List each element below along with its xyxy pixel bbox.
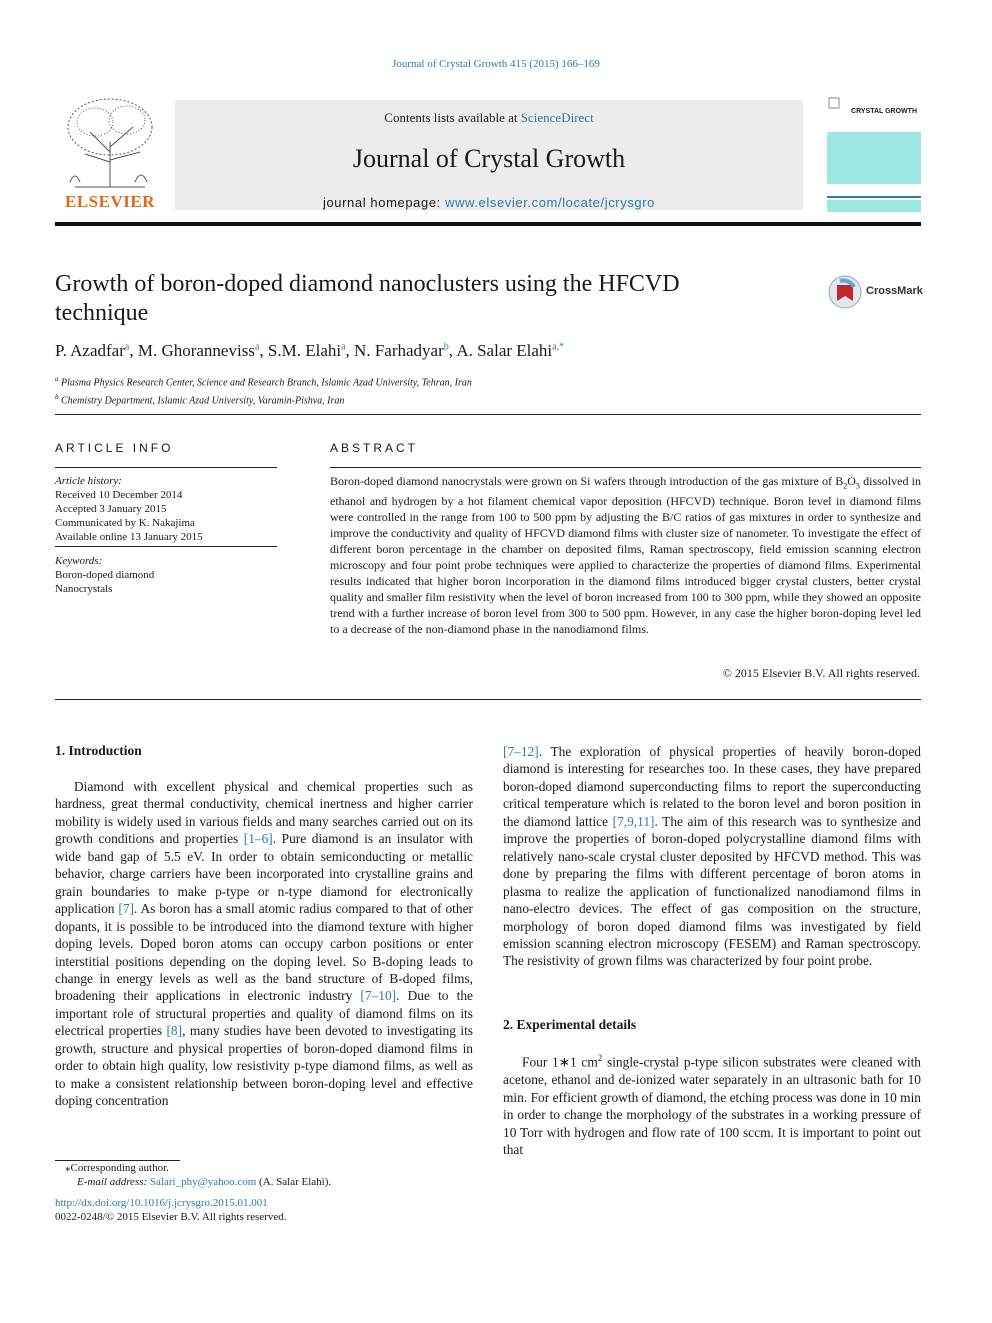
subscript: 2: [843, 481, 848, 491]
journal-reference[interactable]: Journal of Crystal Growth 415 (2015) 166–169: [392, 58, 600, 70]
subscript: 3: [855, 481, 860, 491]
crossmark-icon: [828, 275, 862, 309]
citation-link[interactable]: [7–10]: [360, 988, 397, 1004]
citation-link[interactable]: [7–12]: [503, 744, 539, 759]
text-run: . As boron has a small atomic radius compared to that of other dopants, it is possible to be introduced into the diamond texture with higher doping levels. Doped boron atoms can occupy carbon positions or enter interstitial positions depending on the doping level. So B-doping leads to change in energy levels as well as the band structure of B-doped films, broadening their applications in electronic industry: [55, 901, 473, 1004]
masthead-banner: [175, 100, 803, 210]
affiliation-text: Plasma Physics Research Center, Science and Research Branch, Islamic Azad University, Tehran, Iran: [61, 377, 472, 389]
article-info-heading: ARTICLE INFO: [55, 441, 174, 455]
homepage-link[interactable]: www.elsevier.com/locate/jcrysgro: [445, 195, 656, 210]
times-symbol: ∗: [558, 1054, 570, 1070]
abstract-part: Boron-doped diamond nanocrystals were grown on Si wafers through introduction of the gas mixture of B: [330, 474, 844, 488]
online-date: Available online 13 January 2015: [55, 531, 203, 543]
article-info-block: [55, 474, 277, 596]
accepted-date: Accepted 3 January 2015: [55, 503, 167, 515]
author-affiliation[interactable]: a: [341, 341, 346, 353]
citation-link[interactable]: [8]: [166, 1023, 183, 1039]
citation-link[interactable]: [7]: [118, 901, 134, 917]
keyword: Boron-doped diamond: [55, 569, 155, 581]
communicated-by: Communicated by K. Nakajima: [55, 517, 195, 529]
abstract-part: dissolved in ethanol and hydrogen by a hot filament chemical vapor deposition (HFCVD) technique. Boron level in diamond films were controlled in the range from 100 to 500 ppm by adjusting the B/C ratios of gas mixtures in order to synthesize and improve the conductivity and quality of HFCVD diamond films with cluster size of nanometer. To investigate the effect of different boron percentage in the chamber on deposited films, Raman spectroscopy, field emission scanning electron microscopy and four point probe techniques were applied to characterize the properties of diamond films. Experimental results indicated that higher boron incorporation in the diamond films introduced bigger crystal clusters, better crystal quality and smaller film resistivity when the level of boron increased from 100 to 300 ppm, while they showed an opposite trend with a further increase of boron level from 300 to 500 ppm. However, in any case the higher boron-doping level led to a decrease of the non-diamond phase in the nanodiamond films.: [330, 474, 921, 636]
introduction-paragraph-cont: [503, 743, 921, 970]
section-heading-introduction: 1. Introduction: [55, 743, 142, 758]
author-name: S.M. Elahi: [267, 341, 342, 360]
crossmark-label: CrossMark: [866, 285, 923, 297]
abstract-heading: ABSTRACT: [330, 441, 419, 455]
text-run: . Pure diamond is an insulator with wide band gap of 5.5 eV. In order to obtain semiconducting or metallic behavior, charge carriers have been incorporated into crystalline grains and grain boundaries to make p-type or n-type diamond for electronically application: [55, 831, 474, 917]
author-name: A. Salar Elahi: [456, 341, 553, 360]
author-affiliation[interactable]: a: [124, 341, 130, 353]
corresponding-author-note: [55, 1161, 475, 1175]
author-affiliation[interactable]: a: [254, 341, 260, 353]
cover-title: CRYSTAL GROWTH: [851, 108, 917, 115]
text-run: , many studies have been devoted to investigating its growth, structure and physical properties of boron-doped diamond films in order to obtain high quality, low resistivity p-type diamond films, as well as to make a consistent relationship between boron-doping level and effective doping concentration: [55, 1023, 474, 1109]
homepage-line: [175, 195, 803, 210]
affiliation-text: Chemistry Department, Islamic Azad University, Varamin-Pishva, Iran: [61, 395, 345, 407]
author-list: P. Azadfar$^a$, M. Ghoranneviss$^a$, S.M. Elahi$^a$, N. Farhadyar$^b$, A. Salar Elahi$^{a,*}$: [55, 341, 565, 360]
keywords-rule: [55, 546, 277, 547]
text-run: . Due to the important role of structural properties and quality of diamond films on its electrical properties: [55, 988, 473, 1039]
received-date: Received 10 December 2014: [55, 489, 183, 501]
abstract-text: [330, 474, 921, 637]
text-run: Diamond with excellent physical and chemical properties such as hardness, great thermal conductivity, chemical inertness and higher carrier mobility is widely used in various fields and many searches carried out on its growth conditions and properties: [55, 779, 473, 847]
elsevier-wordmark: ELSEVIER: [65, 192, 155, 211]
footnote-marker: ⁎: [65, 1162, 71, 1174]
sciencedirect-link[interactable]: ScienceDirect: [520, 110, 594, 125]
author-name: M. Ghoranneviss: [137, 341, 255, 360]
author-affiliation[interactable]: b: [443, 341, 449, 353]
email-link[interactable]: Salari_phy@yahoo.com: [149, 1176, 257, 1188]
footnote-text: Corresponding author.: [70, 1162, 169, 1174]
copyright-line: © 2015 Elsevier B.V. All rights reserved.: [722, 666, 920, 680]
text-run: . The aim of this research was to synthesize and improve the properties of boron-doped polycrystalline diamond films with relatively nano-scale crystal cluster deposited by HFCVD method. This was done by preparing the films with different percentage of boron atoms in plasma to realize the application of functionalized nanodiamond films in nano-electro devices. The effect of gas composition on the structure, morphology of boron doped diamond films was investigated by field emission scanning electron microscopy (FESEM) and Raman spectroscopy. The resistivity of grown films was characterized by four point probe.: [503, 813, 921, 969]
journal-cover: [827, 96, 921, 212]
elsevier-logo: [55, 92, 165, 212]
affiliation-b: [55, 390, 472, 408]
section-heading-experimental: 2. Experimental details: [503, 1016, 637, 1032]
header-divider: [55, 414, 921, 415]
email-owner: (A. Salar Elahi).: [256, 1176, 332, 1188]
journal-title: Journal of Crystal Growth: [352, 144, 626, 173]
keywords-label: Keywords:: [55, 555, 103, 567]
issn-line: 0022-0248/© 2015 Elsevier B.V. All rights reserved.: [55, 1211, 287, 1223]
elsevier-tree-icon: [55, 92, 165, 190]
footnotes: [55, 1160, 475, 1224]
homepage-prefix: journal homepage:: [322, 195, 446, 210]
citation-link[interactable]: [1–6]: [243, 831, 273, 847]
text-run: 1 cm: [569, 1054, 598, 1070]
introduction-paragraph: [55, 778, 473, 1110]
text-run: single-crystal p-type silicon substrates were cleaned with acetone, ethanol and de-ionized water separately in an ultrasonic bath for 10 min. For efficient growth of diamond, the etching process was done in 10 min in order to change the morphology of the substrates in a working pressure of 10 Torr with hydrogen and flow rate of 100 sccm. It is important to point out that: [503, 1054, 921, 1158]
keyword: Nanocrystals: [55, 583, 113, 595]
text-run: . The exploration of physical properties of heavily boron-doped diamond is interesting for researches too. In these cases, they have prepared boron-doped diamond superconducting films to report the superconducting critical temperature which is related to the boron level and boron position in the diamond lattice: [503, 744, 921, 829]
body-column-right: [503, 743, 921, 1159]
contents-prefix: Contents lists available at: [384, 110, 521, 125]
affiliation-label: a: [55, 375, 59, 383]
author-name: N. Farhadyar: [354, 341, 444, 360]
history-label: Article history:: [55, 475, 122, 487]
abstract-part: O: [847, 474, 856, 488]
superscript: 2: [597, 1053, 603, 1064]
abstract-divider: [55, 699, 921, 700]
affiliations: [55, 372, 472, 409]
experimental-paragraph: [503, 1050, 921, 1158]
affiliation-label: b: [55, 393, 59, 402]
body-column-left: [55, 778, 473, 1110]
masthead-rule: [55, 222, 921, 226]
paper-title: Growth of boron-doped diamond nanoclusters using the HFCVD technique: [55, 271, 680, 326]
article-info-rule: [55, 467, 277, 468]
crossmark-badge[interactable]: [828, 275, 924, 311]
author-affiliation[interactable]: a,*: [552, 341, 565, 353]
doi-link[interactable]: http://dx.doi.org/10.1016/j.jcrysgro.2015.01.001: [55, 1197, 268, 1209]
author-name: P. Azadfar: [55, 341, 125, 360]
citation-link[interactable]: [7,9,11]: [612, 813, 655, 829]
contents-line: [175, 110, 803, 126]
abstract-rule: [330, 467, 921, 468]
email-label: E-mail address:: [77, 1176, 150, 1188]
text-run: Four 1: [522, 1054, 559, 1070]
email-note: [55, 1175, 475, 1189]
journal-masthead: [55, 92, 921, 224]
affiliation-a: [55, 372, 472, 390]
